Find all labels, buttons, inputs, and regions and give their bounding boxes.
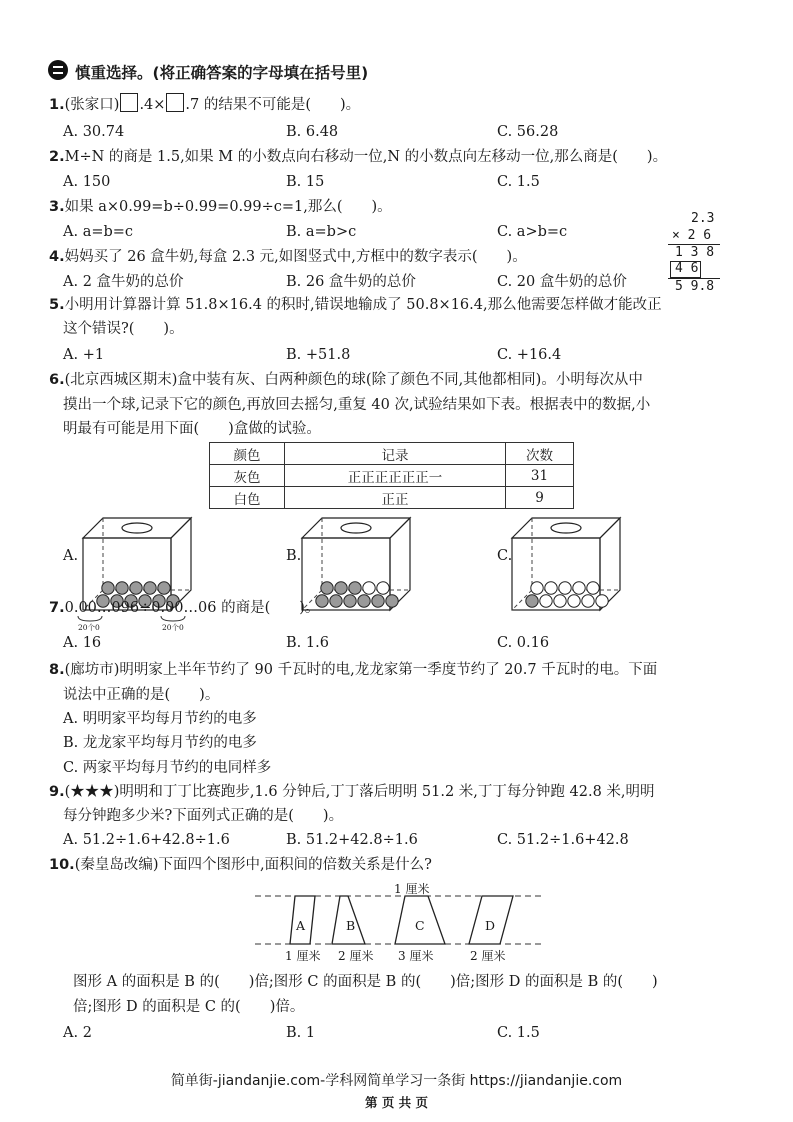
q6-option-b[interactable]: B. bbox=[286, 548, 302, 564]
q2-option-a[interactable]: A. 150 bbox=[63, 174, 111, 190]
white-ball bbox=[587, 582, 599, 594]
q8-line-1: (廊坊市)明明家上半年节约了 90 千瓦时的电,龙龙家第一季度节约了 20.7 千瓦时的电。下面 bbox=[64, 662, 658, 678]
box-b-slot bbox=[341, 523, 371, 533]
section-title: 慎重选择。(将正确答案的字母填在括号里) bbox=[75, 64, 369, 82]
q5-option-a[interactable]: A. +1 bbox=[63, 347, 105, 363]
q9-line-1: (★★★)明明和丁丁比赛跑步,1.6 分钟后,丁丁落后明明 51.2 米,丁丁每分钟跑 42.8 米,明明 bbox=[64, 784, 655, 800]
gray-ball bbox=[344, 595, 356, 607]
q8-option-a[interactable]: A. 明明家平均每月节约的电多 bbox=[63, 711, 257, 727]
q9-line-2: 每分钟跑多少米?下面列式正确的是( )。 bbox=[63, 808, 344, 824]
q2-number: 2. bbox=[49, 149, 65, 165]
q1-text-1: .4× bbox=[139, 97, 166, 113]
q10-option-a[interactable]: A. 2 bbox=[63, 1025, 92, 1041]
white-ball bbox=[554, 595, 566, 607]
gray-ball bbox=[372, 595, 384, 607]
row2-count: 9 bbox=[506, 487, 574, 509]
q1-source: (张家口) bbox=[64, 97, 120, 113]
row1-color: 灰色 bbox=[210, 465, 285, 487]
q8-number: 8. bbox=[49, 662, 65, 678]
q8-option-b[interactable]: B. 龙龙家平均每月节约的电多 bbox=[63, 735, 257, 751]
q10-line-1: 图形 A 的面积是 B 的( )倍;图形 C 的面积是 B 的( )倍;图形 D 的面积是 B 的( ) bbox=[73, 974, 658, 990]
box-c-slot bbox=[551, 523, 581, 533]
q4-option-c[interactable]: C. 20 盒牛奶的总价 bbox=[497, 274, 627, 290]
q6-line-3: 明最有可能是用下面( )盒做的试验。 bbox=[63, 421, 321, 437]
q10-number: 10. bbox=[49, 857, 75, 873]
q1-text-2: .7 的结果不可能是( )。 bbox=[185, 97, 361, 113]
white-ball bbox=[559, 582, 571, 594]
q3-number: 3. bbox=[49, 199, 65, 215]
table-header-count: 次数 bbox=[506, 443, 574, 465]
vm-row-2: × 2 6 bbox=[672, 228, 712, 243]
q9-option-c[interactable]: C. 51.2÷1.6+42.8 bbox=[497, 832, 629, 848]
footer-page: 第 页 共 页 bbox=[364, 1095, 429, 1110]
gray-ball bbox=[144, 582, 156, 594]
q6-number: 6. bbox=[49, 372, 65, 388]
gray-ball bbox=[102, 582, 114, 594]
q8-line-2: 说法中正确的是( )。 bbox=[63, 687, 220, 703]
q7-option-c[interactable]: C. 0.16 bbox=[497, 635, 550, 651]
q6-option-a[interactable]: A. bbox=[63, 548, 79, 564]
gray-ball bbox=[116, 582, 128, 594]
q10-option-b[interactable]: B. 1 bbox=[286, 1025, 316, 1041]
white-ball bbox=[363, 582, 375, 594]
q1-option-c[interactable]: C. 56.28 bbox=[497, 124, 559, 140]
box-c-hidden-edge bbox=[532, 518, 620, 590]
q2-option-c[interactable]: C. 1.5 bbox=[497, 174, 540, 190]
white-ball bbox=[582, 595, 594, 607]
q4-option-a[interactable]: A. 2 盒牛奶的总价 bbox=[63, 274, 184, 290]
q5-line-1: 小明用计算器计算 51.8×16.4 的积时,错误地输成了 50.8×16.4,那么他需要怎样做才能改正 bbox=[64, 297, 662, 313]
row1-count: 31 bbox=[506, 465, 574, 487]
vm-row-1: 2.3 bbox=[691, 211, 715, 226]
white-ball bbox=[377, 582, 389, 594]
gray-ball bbox=[335, 582, 347, 594]
q8-option-c[interactable]: C. 两家平均每月节约的电同样多 bbox=[63, 760, 272, 776]
box-a-slot bbox=[122, 523, 152, 533]
row1-record: 正正正正正正一 bbox=[285, 465, 506, 487]
q4-option-b[interactable]: B. 26 盒牛奶的总价 bbox=[286, 274, 416, 290]
q10-label-c: C bbox=[415, 918, 425, 933]
q10-base-c: 3 厘米 bbox=[398, 949, 434, 963]
gray-ball bbox=[349, 582, 361, 594]
gray-ball bbox=[321, 582, 333, 594]
box-b-hidden-edge bbox=[322, 518, 410, 590]
q6-line-1: (北京西城区期末)盒中装有灰、白两种颜色的球(除了颜色不同,其他都相同)。小明每次从中 bbox=[64, 372, 643, 388]
q7-note-1: 20个0 bbox=[78, 623, 100, 632]
white-ball bbox=[540, 595, 552, 607]
question-8 bbox=[49, 660, 657, 680]
q6-option-c[interactable]: C. bbox=[497, 548, 513, 564]
gray-ball bbox=[386, 595, 398, 607]
q2-text: M÷N 的商是 1.5,如果 M 的小数点向右移动一位,N 的小数点向左移动一位,那么商是( )。 bbox=[64, 149, 668, 165]
q7-text: 0.00…096÷0.00…06 的商是( )。 bbox=[64, 600, 320, 616]
table-header-record: 记录 bbox=[285, 443, 506, 465]
q9-option-b[interactable]: B. 51.2+42.8÷1.6 bbox=[286, 832, 418, 848]
q7-note-2: 20个0 bbox=[162, 623, 184, 632]
q3-option-a[interactable]: A. a=b=c bbox=[63, 224, 134, 240]
q10-base-b: 2 厘米 bbox=[338, 949, 374, 963]
q10-text: (秦皇岛改编)下面四个图形中,面积间的倍数关系是什么? bbox=[74, 857, 432, 873]
row2-color: 白色 bbox=[210, 487, 285, 509]
white-ball bbox=[568, 595, 580, 607]
vm-row-3: 1 3 8 bbox=[675, 245, 715, 260]
table-header-color: 颜色 bbox=[210, 443, 285, 465]
q1-number: 1. bbox=[49, 97, 65, 113]
gray-ball bbox=[358, 595, 370, 607]
q10-label-b: B bbox=[346, 918, 356, 933]
q5-option-c[interactable]: C. +16.4 bbox=[497, 347, 562, 363]
white-ball bbox=[573, 582, 585, 594]
q10-top-label: 1 厘米 bbox=[394, 882, 430, 896]
gray-ball bbox=[158, 582, 170, 594]
question-10 bbox=[49, 855, 432, 875]
q1-option-a[interactable]: A. 30.74 bbox=[63, 124, 125, 140]
q2-option-b[interactable]: B. 15 bbox=[286, 174, 325, 190]
q4-number: 4. bbox=[49, 249, 65, 265]
box-a-hidden-edge bbox=[103, 518, 191, 590]
q10-option-c[interactable]: C. 1.5 bbox=[497, 1025, 540, 1041]
gray-ball bbox=[526, 595, 538, 607]
q10-base-d: 2 厘米 bbox=[470, 949, 506, 963]
q4-text: 妈妈买了 26 盒牛奶,每盒 2.3 元,如图竖式中,方框中的数字表示( )。 bbox=[64, 249, 527, 265]
q5-option-b[interactable]: B. +51.8 bbox=[286, 347, 351, 363]
q7-number: 7. bbox=[49, 600, 65, 616]
q3-option-b[interactable]: B. a=b>c bbox=[286, 224, 357, 240]
gray-ball bbox=[130, 582, 142, 594]
vm-row-4: 4 6 bbox=[675, 261, 699, 276]
question-9 bbox=[49, 782, 655, 802]
q1-option-b[interactable]: B. 6.48 bbox=[286, 124, 339, 140]
q5-number: 5. bbox=[49, 297, 65, 313]
q7-option-a[interactable]: A. 16 bbox=[63, 635, 102, 651]
q7-option-b[interactable]: B. 1.6 bbox=[286, 635, 329, 651]
q9-option-a[interactable]: A. 51.2÷1.6+42.8÷1.6 bbox=[63, 832, 230, 848]
q10-base-a: 1 厘米 bbox=[285, 949, 321, 963]
white-ball bbox=[531, 582, 543, 594]
q10-line-2: 倍;图形 D 的面积是 C 的( )倍。 bbox=[73, 999, 305, 1015]
gray-ball bbox=[330, 595, 342, 607]
q10-label-d: D bbox=[485, 918, 496, 933]
q10-label-a: A bbox=[296, 918, 306, 933]
q9-number: 9. bbox=[49, 784, 65, 800]
white-ball bbox=[545, 582, 557, 594]
white-ball bbox=[596, 595, 608, 607]
q5-line-2: 这个错误?( )。 bbox=[63, 321, 184, 337]
footer-site[interactable]: 简单街-jiandanjie.com-学科网简单学习一条街 https://jiandanjie.com bbox=[170, 1073, 623, 1089]
vm-row-5: 5 9.8 bbox=[675, 279, 715, 294]
row2-record: 正正 bbox=[285, 487, 506, 509]
q3-text: 如果 a×0.99=b÷0.99=0.99÷c=1,那么( )。 bbox=[64, 199, 392, 215]
q6-line-2: 摸出一个球,记录下它的颜色,再放回去摇匀,重复 40 次,试验结果如下表。根据表中的数据,小 bbox=[63, 397, 651, 413]
q3-option-c[interactable]: C. a>b=c bbox=[497, 224, 568, 240]
